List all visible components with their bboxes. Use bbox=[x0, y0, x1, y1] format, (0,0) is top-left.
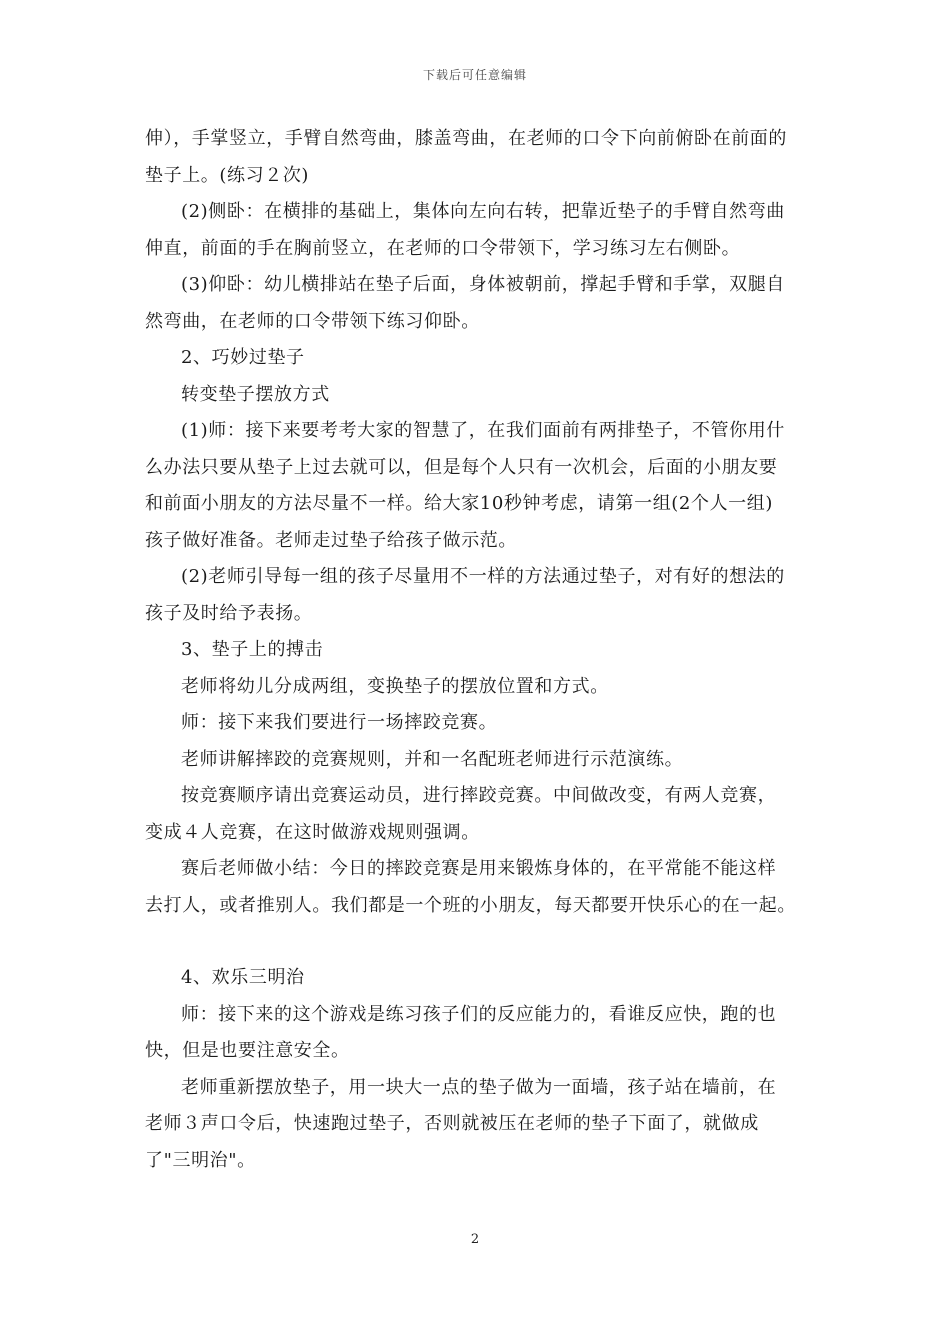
paragraph-line: 伸），手掌竖立，手臂自然弯曲，膝盖弯曲，在老师的口令下向前俯卧在前面的 bbox=[145, 128, 787, 149]
paragraph-line: 老师重新摆放垫子，用一块大一点的垫子做为一面墙，孩子站在墙前，在 bbox=[181, 1076, 777, 1098]
paragraph-line: 老师将幼儿分成两组，变换垫子的摆放位置和方式。 bbox=[181, 675, 609, 697]
paragraph-line: 垫子上。(练习２次) bbox=[145, 164, 310, 186]
paragraph-line: 么办法只要从垫子上过去就可以，但是每个人只有一次机会，后面的小朋友要 bbox=[145, 456, 778, 478]
paragraph-line: 孩子做好准备。老师走过垫子给孩子做示范。 bbox=[145, 529, 517, 551]
section-heading: 2、巧妙过垫子 bbox=[181, 347, 305, 368]
paragraph-line: 老师讲解摔跤的竞赛规则，并和一名配班老师进行示范演练。 bbox=[181, 748, 684, 770]
paragraph-line: 和前面小朋友的方法尽量不一样。给大家10秒钟考虑，请第一组(2个人一组) bbox=[145, 493, 773, 514]
blank-line bbox=[145, 924, 820, 960]
paragraph-line: 去打人，或者推别人。我们都是一个班的小朋友，每天都要开快乐心的在一起。 bbox=[145, 894, 796, 916]
paragraph-line: 了"三明治"。 bbox=[145, 1149, 256, 1171]
paragraph-line: 赛后老师做小结：今日的摔跤竞赛是用来锻炼身体的，在平常能不能这样 bbox=[181, 858, 777, 879]
page-number: 2 bbox=[470, 1232, 480, 1247]
paragraph-line: 快，但是也要注意安全。 bbox=[145, 1040, 350, 1061]
paragraph-line: 伸直，前面的手在胸前竖立，在老师的口令带领下，学习练习左右侧卧。 bbox=[145, 237, 741, 259]
section-heading: 3、垫子上的搏击 bbox=[181, 639, 324, 660]
paragraph-line: 师：接下来的这个游戏是练习孩子们的反应能力的，看谁反应快，跑的也 bbox=[181, 1003, 777, 1025]
document-body bbox=[145, 121, 820, 1179]
paragraph-line: 转变垫子摆放方式 bbox=[181, 383, 330, 405]
paragraph-line: (3)仰卧：幼儿横排站在垫子后面，身体被朝前，撑起手臂和手掌，双腿自 bbox=[181, 274, 785, 295]
paragraph-line: 孩子及时给予表扬。 bbox=[145, 602, 313, 624]
paragraph-line: 变成４人竞赛，在这时做游戏规则强调。 bbox=[145, 821, 480, 843]
page-header: 下载后可任意编辑 bbox=[422, 68, 527, 82]
paragraph-line: 老师３声口令后，快速跑过垫子，否则就被压在老师的垫子下面了，就做成 bbox=[145, 1113, 759, 1134]
paragraph-line: (2)老师引导每一组的孩子尽量用不一样的方法通过垫子，对有好的想法的 bbox=[181, 566, 785, 587]
paragraph-line: (2)侧卧：在横排的基础上，集体向左向右转，把靠近垫子的手臂自然弯曲 bbox=[181, 201, 785, 222]
paragraph-line: 按竞赛顺序请出竞赛运动员，进行摔跤竞赛。中间做改变，有两人竞赛， bbox=[181, 785, 777, 806]
section-heading: 4、欢乐三明治 bbox=[181, 967, 305, 988]
paragraph-line: 然弯曲，在老师的口令带领下练习仰卧。 bbox=[145, 310, 480, 332]
paragraph-line: (1)师：接下来要考考大家的智慧了，在我们面前有两排垫子，不管你用什 bbox=[181, 420, 785, 441]
paragraph-line: 师：接下来我们要进行一场摔跤竞赛。 bbox=[181, 712, 498, 733]
